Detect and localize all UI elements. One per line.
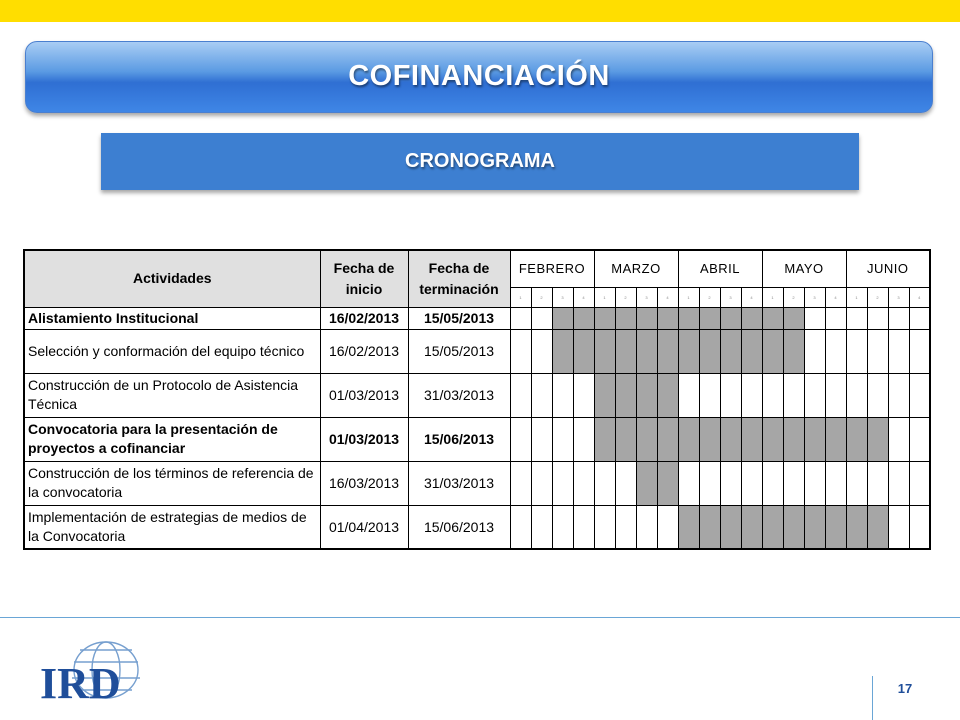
gantt-bar-cell	[636, 329, 657, 373]
gantt-empty-cell	[825, 461, 846, 505]
table-row	[24, 417, 930, 461]
gantt-bar-cell	[741, 307, 762, 329]
gantt-empty-cell	[510, 505, 531, 549]
gantt-empty-cell	[825, 373, 846, 417]
week-label: 3	[888, 287, 909, 307]
table-row	[24, 329, 930, 373]
gantt-bar-cell	[762, 417, 783, 461]
start-date-cell: 16/02/2013	[320, 329, 408, 373]
gantt-bar-cell	[615, 417, 636, 461]
gantt-empty-cell	[552, 505, 573, 549]
gantt-bar-cell	[804, 417, 825, 461]
gantt-empty-cell	[867, 307, 888, 329]
start-date-cell: 01/03/2013	[320, 373, 408, 417]
gantt-empty-cell	[678, 461, 699, 505]
gantt-empty-cell	[888, 329, 909, 373]
gantt-bar-cell	[762, 505, 783, 549]
gantt-bar-cell	[636, 417, 657, 461]
gantt-empty-cell	[909, 461, 930, 505]
week-label: 1	[678, 287, 699, 307]
gantt-empty-cell	[846, 307, 867, 329]
gantt-bar-cell	[573, 329, 594, 373]
gantt-bar-cell	[615, 307, 636, 329]
gantt-bar-cell	[783, 505, 804, 549]
activity-cell: Implementación de estrategias de medios de la Convocatoria	[24, 505, 320, 549]
gantt-empty-cell	[510, 417, 531, 461]
start-date-header: Fecha de inicio	[320, 250, 408, 307]
week-label: 4	[825, 287, 846, 307]
title-banner	[25, 41, 933, 113]
gantt-empty-cell	[699, 373, 720, 417]
gantt-empty-cell	[657, 505, 678, 549]
week-label: 3	[552, 287, 573, 307]
gantt-bar-cell	[573, 307, 594, 329]
gantt-empty-cell	[594, 505, 615, 549]
gantt-bar-cell	[825, 417, 846, 461]
gantt-empty-cell	[783, 373, 804, 417]
gantt-empty-cell	[531, 417, 552, 461]
start-date-cell: 16/03/2013	[320, 461, 408, 505]
week-label: 4	[909, 287, 930, 307]
gantt-empty-cell	[510, 373, 531, 417]
gantt-bar-cell	[762, 307, 783, 329]
week-label: 2	[783, 287, 804, 307]
gantt-empty-cell	[531, 505, 552, 549]
gantt-bar-cell	[699, 505, 720, 549]
gantt-empty-cell	[531, 329, 552, 373]
week-label: 1	[762, 287, 783, 307]
gantt-bar-cell	[846, 505, 867, 549]
month-header: ABRIL	[678, 250, 762, 287]
gantt-empty-cell	[699, 461, 720, 505]
page-title: COFINANCIACIÓN	[348, 60, 610, 92]
activity-cell: Alistamiento Institucional	[24, 307, 320, 329]
gantt-bar-cell	[615, 373, 636, 417]
gantt-empty-cell	[783, 461, 804, 505]
gantt-empty-cell	[531, 307, 552, 329]
gantt-bar-cell	[783, 417, 804, 461]
gantt-bar-cell	[720, 329, 741, 373]
section-subtitle: CRONOGRAMA	[405, 150, 555, 172]
gantt-empty-cell	[888, 307, 909, 329]
gantt-bar-cell	[552, 329, 573, 373]
gantt-empty-cell	[888, 417, 909, 461]
end-date-cell: 15/06/2013	[408, 505, 510, 549]
table-row	[24, 373, 930, 417]
gantt-empty-cell	[804, 373, 825, 417]
ird-logo	[36, 640, 144, 704]
footer-divider	[0, 617, 960, 618]
gantt-bar-cell	[699, 329, 720, 373]
gantt-bar-cell	[678, 417, 699, 461]
table-row	[24, 461, 930, 505]
gantt-bar-cell	[657, 417, 678, 461]
gantt-bar-cell	[636, 461, 657, 505]
month-header: JUNIO	[846, 250, 930, 287]
week-label: 2	[531, 287, 552, 307]
gantt-empty-cell	[573, 417, 594, 461]
activity-cell: Construcción de los términos de referencia de la convocatoria	[24, 461, 320, 505]
gantt-empty-cell	[720, 461, 741, 505]
gantt-empty-cell	[636, 505, 657, 549]
gantt-empty-cell	[573, 505, 594, 549]
week-label: 2	[867, 287, 888, 307]
gantt-bar-cell	[741, 505, 762, 549]
gantt-bar-cell	[657, 329, 678, 373]
end-date-cell: 15/05/2013	[408, 307, 510, 329]
week-label: 1	[510, 287, 531, 307]
gantt-empty-cell	[510, 329, 531, 373]
gantt-empty-cell	[867, 461, 888, 505]
end-date-cell: 31/03/2013	[408, 373, 510, 417]
gantt-empty-cell	[909, 505, 930, 549]
week-label: 1	[846, 287, 867, 307]
gantt-empty-cell	[804, 307, 825, 329]
gantt-empty-cell	[888, 373, 909, 417]
end-date-cell: 15/06/2013	[408, 417, 510, 461]
week-label: 1	[594, 287, 615, 307]
gantt-bar-cell	[636, 307, 657, 329]
month-header: FEBRERO	[510, 250, 594, 287]
activity-cell: Convocatoria para la presentación de proyectos a cofinanciar	[24, 417, 320, 461]
gantt-bar-cell	[657, 307, 678, 329]
gantt-empty-cell	[846, 373, 867, 417]
gantt-empty-cell	[825, 307, 846, 329]
gantt-empty-cell	[615, 505, 636, 549]
gantt-bar-cell	[720, 417, 741, 461]
gantt-bar-cell	[783, 307, 804, 329]
gantt-empty-cell	[762, 461, 783, 505]
gantt-empty-cell	[762, 373, 783, 417]
gantt-bar-cell	[699, 417, 720, 461]
gantt-empty-cell	[510, 461, 531, 505]
gantt-empty-cell	[552, 373, 573, 417]
start-date-cell: 01/03/2013	[320, 417, 408, 461]
gantt-bar-cell	[846, 417, 867, 461]
gantt-empty-cell	[909, 329, 930, 373]
gantt-bar-cell	[762, 329, 783, 373]
gantt-empty-cell	[846, 329, 867, 373]
gantt-bar-cell	[720, 505, 741, 549]
gantt-empty-cell	[552, 461, 573, 505]
gantt-empty-cell	[594, 461, 615, 505]
gantt-empty-cell	[909, 373, 930, 417]
gantt-empty-cell	[720, 373, 741, 417]
gantt-empty-cell	[531, 373, 552, 417]
month-header: MARZO	[594, 250, 678, 287]
gantt-bar-cell	[678, 329, 699, 373]
week-label: 2	[699, 287, 720, 307]
gantt-bar-cell	[741, 329, 762, 373]
gantt-bar-cell	[741, 417, 762, 461]
gantt-empty-cell	[888, 505, 909, 549]
week-label: 4	[657, 287, 678, 307]
gantt-empty-cell	[678, 373, 699, 417]
gantt-empty-cell	[846, 461, 867, 505]
gantt-empty-cell	[909, 417, 930, 461]
gantt-empty-cell	[804, 461, 825, 505]
gantt-empty-cell	[741, 373, 762, 417]
gantt-empty-cell	[825, 329, 846, 373]
gantt-empty-cell	[573, 461, 594, 505]
gantt-empty-cell	[741, 461, 762, 505]
week-label: 3	[720, 287, 741, 307]
gantt-bar-cell	[657, 373, 678, 417]
gantt-bar-cell	[825, 505, 846, 549]
gantt-bar-cell	[678, 307, 699, 329]
gantt-empty-cell	[615, 461, 636, 505]
header-row	[24, 250, 930, 287]
gantt-empty-cell	[552, 417, 573, 461]
end-date-cell: 15/05/2013	[408, 329, 510, 373]
week-label: 3	[636, 287, 657, 307]
subtitle-banner	[101, 133, 859, 190]
gantt-bar-cell	[594, 329, 615, 373]
top-accent-bar	[0, 0, 960, 22]
week-label: 4	[573, 287, 594, 307]
gantt-bar-cell	[594, 307, 615, 329]
end-date-cell: 31/03/2013	[408, 461, 510, 505]
table-row	[24, 307, 930, 329]
activity-cell: Construcción de un Protocolo de Asistencia Técnica	[24, 373, 320, 417]
gantt-empty-cell	[867, 373, 888, 417]
gantt-empty-cell	[867, 329, 888, 373]
start-date-cell: 16/02/2013	[320, 307, 408, 329]
gantt-bar-cell	[636, 373, 657, 417]
week-label: 3	[804, 287, 825, 307]
week-label: 2	[615, 287, 636, 307]
gantt-empty-cell	[531, 461, 552, 505]
month-header: MAYO	[762, 250, 846, 287]
end-date-header: Fecha de terminación	[408, 250, 510, 307]
gantt-empty-cell	[909, 307, 930, 329]
gantt-bar-cell	[657, 461, 678, 505]
week-label: 4	[741, 287, 762, 307]
gantt-bar-cell	[867, 417, 888, 461]
gantt-empty-cell	[510, 307, 531, 329]
table-row	[24, 505, 930, 549]
gantt-bar-cell	[720, 307, 741, 329]
gantt-bar-cell	[699, 307, 720, 329]
gantt-empty-cell	[888, 461, 909, 505]
gantt-bar-cell	[867, 505, 888, 549]
page-number: 17	[897, 681, 913, 696]
gantt-bar-cell	[678, 505, 699, 549]
schedule-table	[23, 249, 931, 550]
logo-text: IRD	[40, 659, 121, 704]
page-number-divider	[872, 676, 873, 720]
start-date-cell: 01/04/2013	[320, 505, 408, 549]
gantt-bar-cell	[594, 373, 615, 417]
gantt-empty-cell	[804, 329, 825, 373]
activity-cell: Selección y conformación del equipo técnico	[24, 329, 320, 373]
activities-header: Actividades	[24, 250, 320, 307]
gantt-bar-cell	[783, 329, 804, 373]
gantt-bar-cell	[804, 505, 825, 549]
gantt-bar-cell	[615, 329, 636, 373]
gantt-empty-cell	[573, 373, 594, 417]
gantt-bar-cell	[552, 307, 573, 329]
gantt-bar-cell	[594, 417, 615, 461]
